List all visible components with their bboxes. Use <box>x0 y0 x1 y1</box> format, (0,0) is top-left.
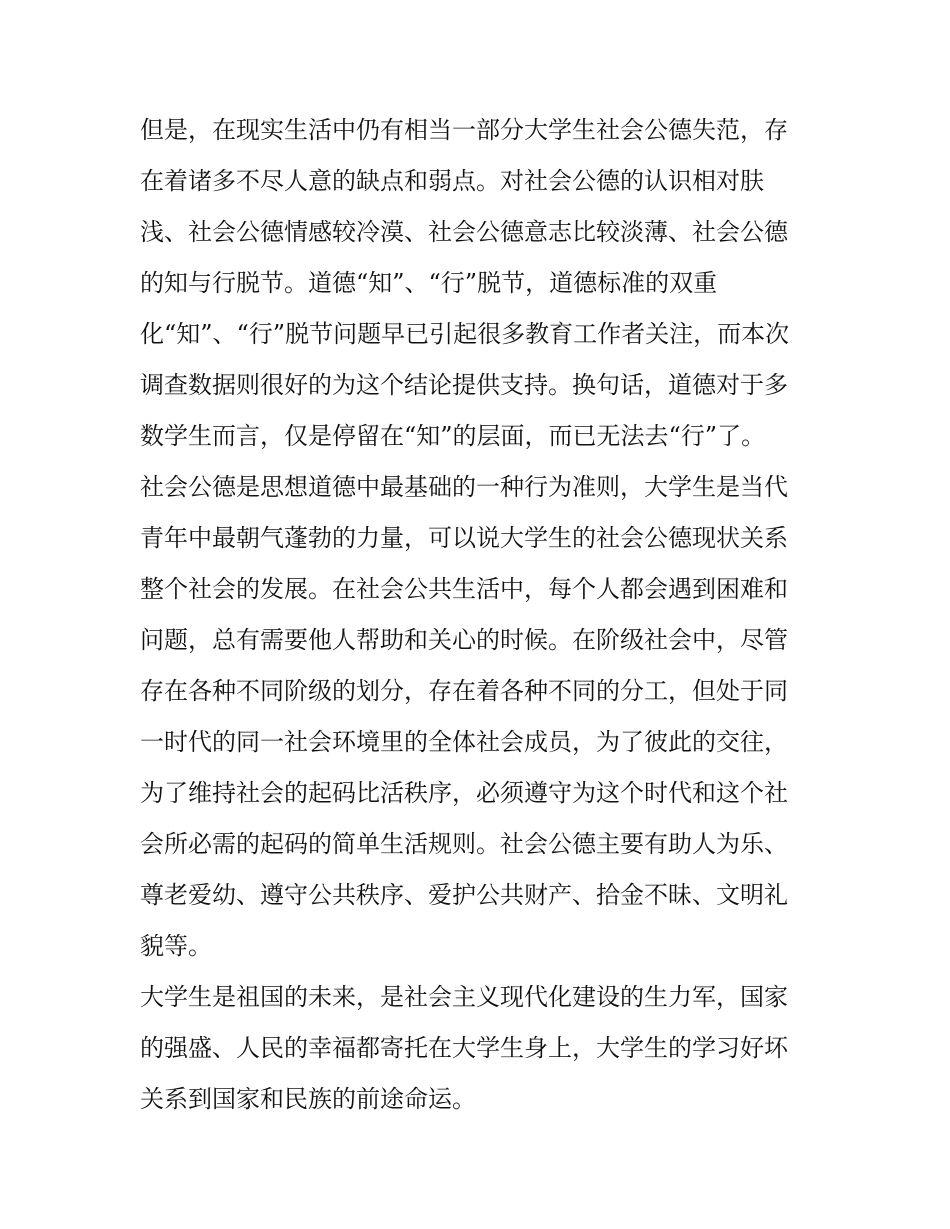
text-line-18: 大学生是祖国的未来，是社会主义现代化建设的生力军，国家 <box>140 983 788 1011</box>
text-line-16: 尊老爱幼、遵守公共秩序、爱护公共财产、拾金不昧、文明礼 <box>140 881 788 909</box>
text-line-4: 的知与行脱节。道德“知”、“行”脱节，道德标准的双重 <box>140 269 718 297</box>
text-line-12: 存在各种不同阶级的划分，存在着各种不同的分工，但处于同 <box>140 677 788 705</box>
text-line-20: 关系到国家和民族的前途命运。 <box>140 1085 476 1113</box>
text-line-5: 化“知”、“行”脱节问题早已引起很多教育工作者关注，而本次 <box>140 320 790 348</box>
text-line-1: 但是，在现实生活中仍有相当一部分大学生社会公德失范，存 <box>140 116 788 144</box>
text-line-3: 浅、社会公德情感较冷漠、社会公德意志比较淡薄、社会公德 <box>140 218 788 246</box>
text-line-14: 为了维持社会的起码比活秩序，必须遵守为这个时代和这个社 <box>140 779 788 807</box>
document-body <box>140 105 820 1125</box>
text-line-10: 整个社会的发展。在社会公共生活中，每个人都会遇到困难和 <box>140 575 788 603</box>
text-line-15: 会所必需的起码的简单生活规则。社会公德主要有助人为乐、 <box>140 830 788 858</box>
text-line-13: 一时代的同一社会环境里的全体社会成员，为了彼此的交往， <box>140 728 788 756</box>
text-line-2: 在着诸多不尽人意的缺点和弱点。对社会公德的认识相对肤 <box>140 167 764 195</box>
text-line-19: 的强盛、人民的幸福都寄托在大学生身上，大学生的学习好坏 <box>140 1034 788 1062</box>
text-line-8: 社会公德是思想道德中最基础的一种行为准则，大学生是当代 <box>140 473 788 501</box>
text-line-11: 问题，总有需要他人帮助和关心的时候。在阶级社会中，尽管 <box>140 626 788 654</box>
text-line-17: 貌等。 <box>140 932 212 960</box>
text-line-9: 青年中最朝气蓬勃的力量，可以说大学生的社会公德现状关系 <box>140 524 788 552</box>
text-line-6: 调查数据则很好的为这个结论提供支持。换句话，道德对于多 <box>140 371 788 399</box>
text-line-7: 数学生而言，仅是停留在“知”的层面，而已无法去“行”了。 <box>140 422 766 450</box>
